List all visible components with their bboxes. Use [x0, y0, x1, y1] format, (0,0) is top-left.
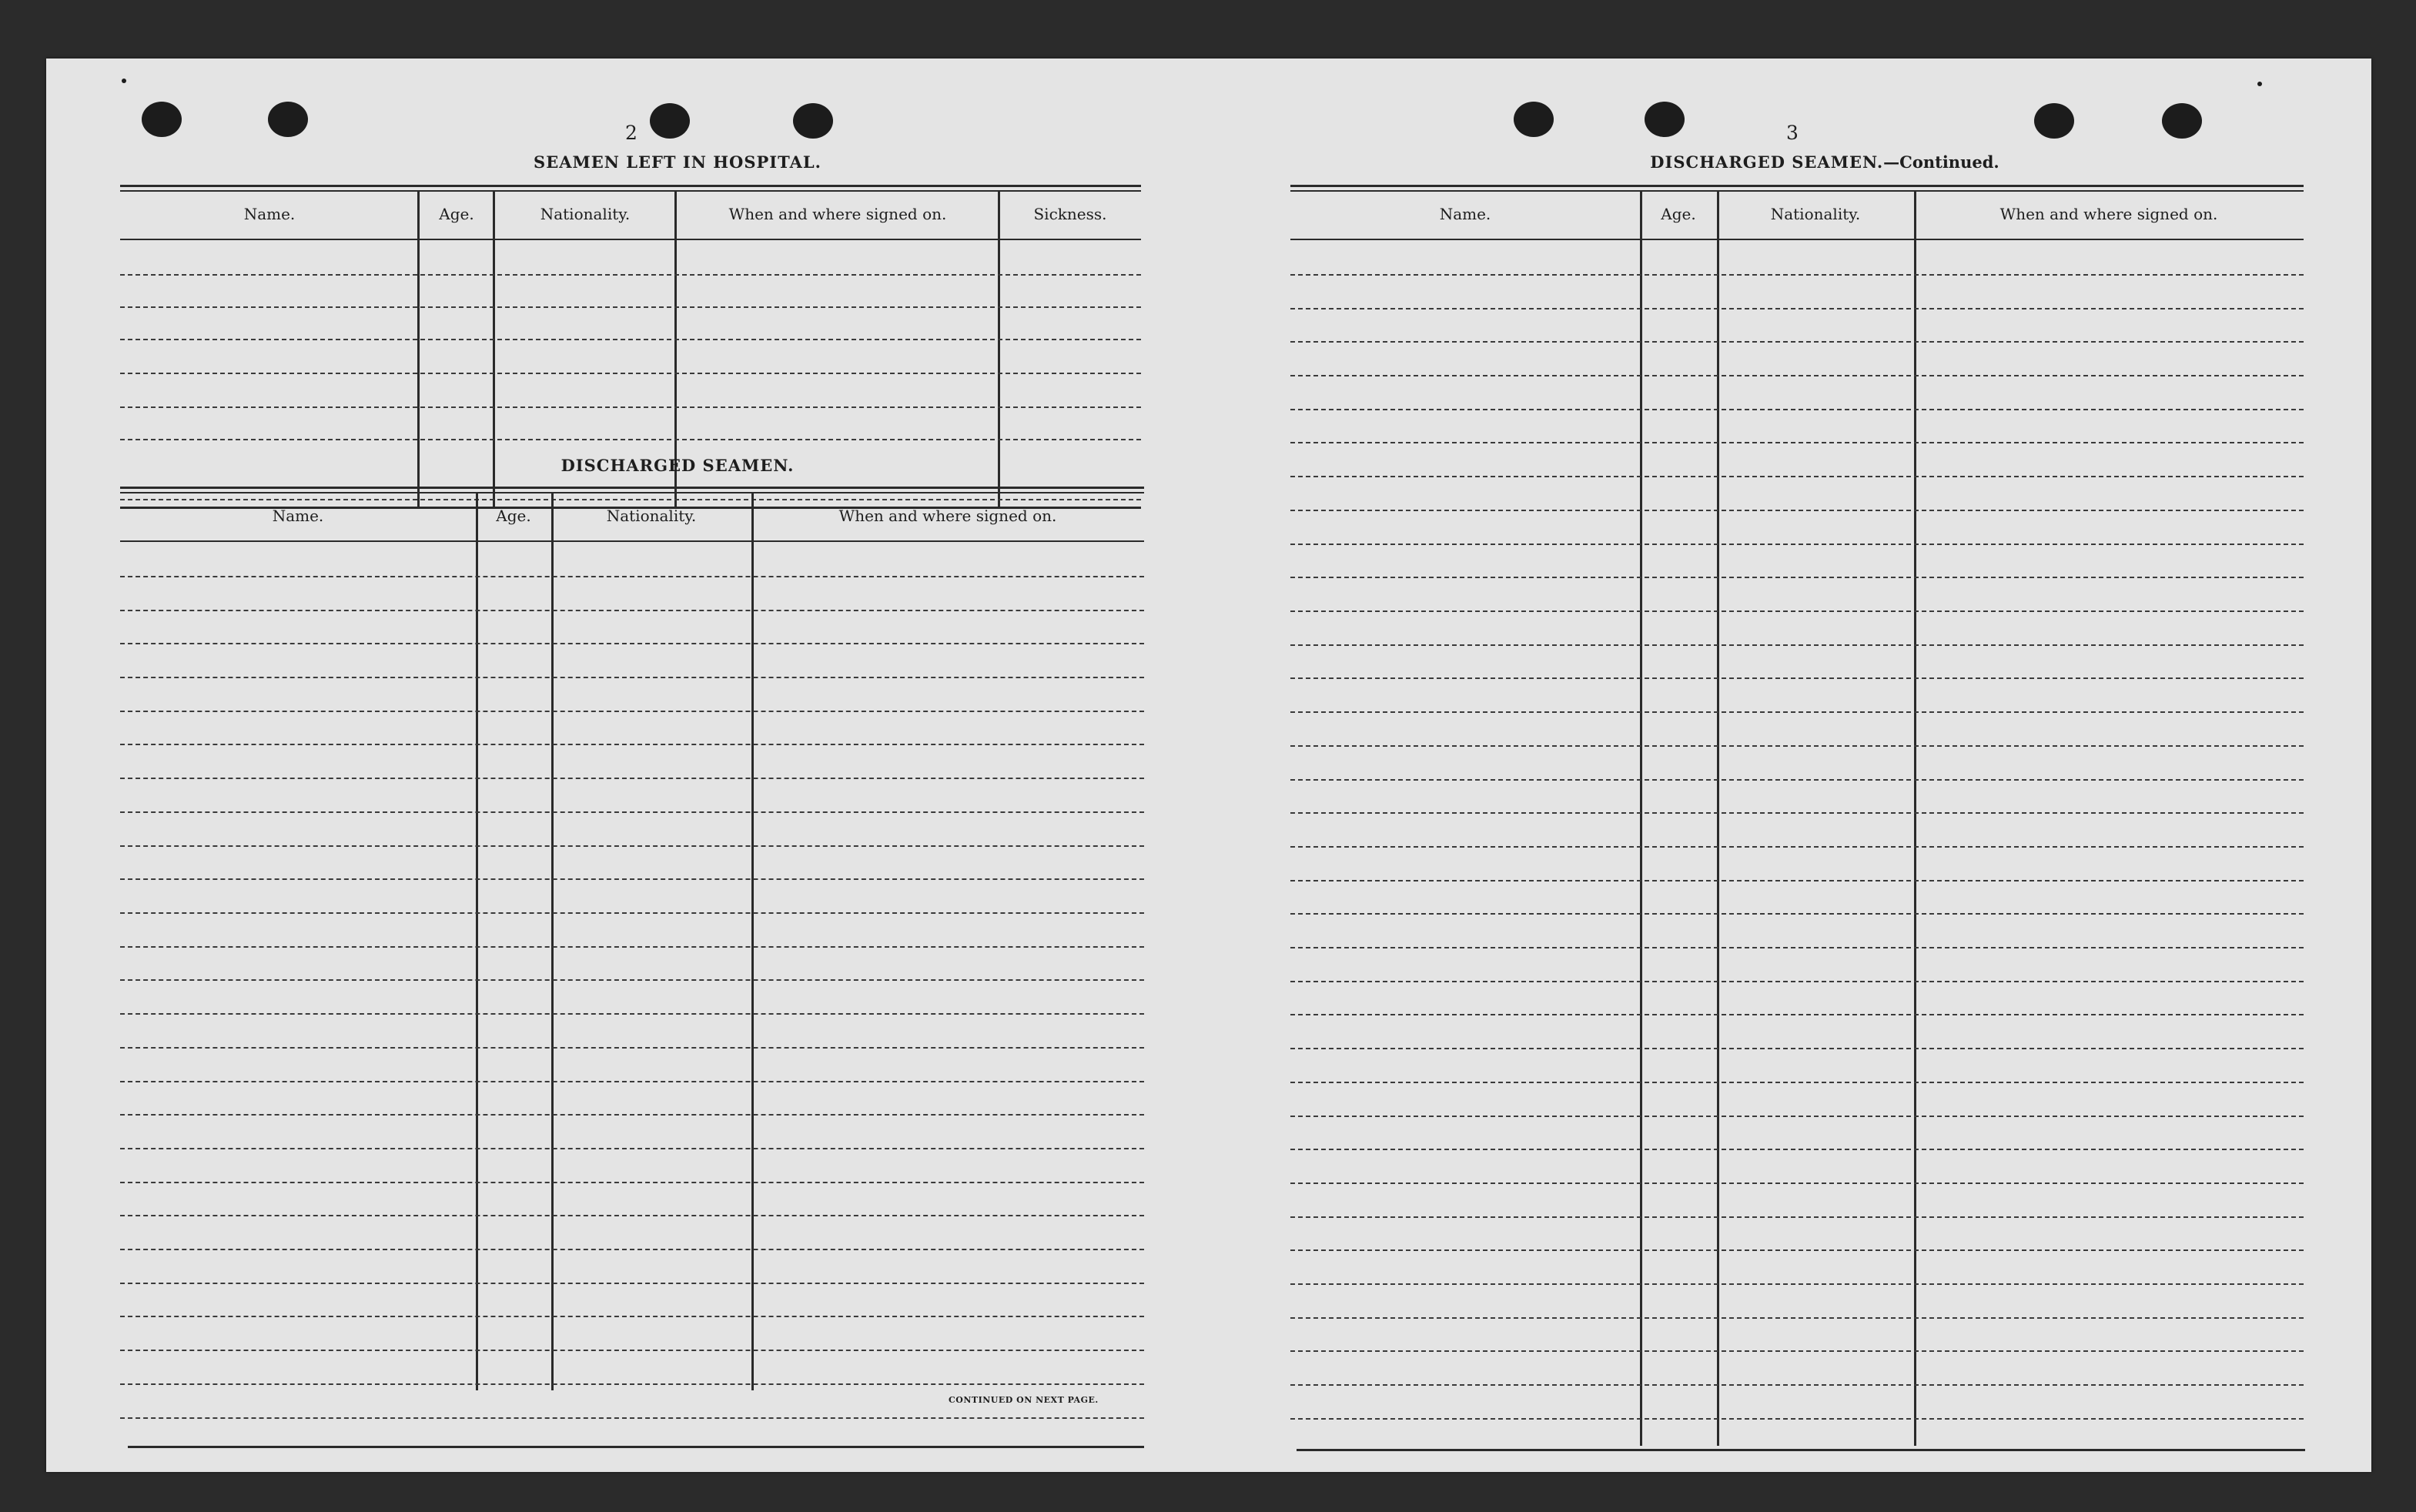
entry-line: [1290, 1082, 2304, 1083]
entry-line: [120, 274, 1141, 276]
column-divider: [476, 493, 478, 1390]
entry-line: [120, 339, 1141, 340]
col-header-nationality: Nationality.: [540, 205, 631, 223]
column-divider: [551, 493, 554, 1390]
entry-line: [1290, 880, 2304, 881]
binder-hole: [268, 102, 308, 137]
table-bottom-rule: [1297, 1449, 2305, 1451]
page-number-right: 3: [1786, 122, 1799, 144]
entry-line: [120, 373, 1141, 374]
entry-line: [120, 1081, 1144, 1082]
col-header-nationality: Nationality.: [1770, 205, 1861, 223]
entry-line: [120, 946, 1144, 948]
entry-line: [120, 1350, 1144, 1351]
col-header-age: Age.: [1661, 205, 1696, 223]
entry-line: [120, 1182, 1144, 1183]
entry-line: [120, 811, 1144, 813]
entry-line: [1290, 577, 2304, 578]
entry-line: [120, 1047, 1144, 1049]
entry-line: [120, 439, 1141, 440]
entry-line: [1290, 1384, 2304, 1386]
col-header-signed-on: When and where signed on.: [728, 205, 947, 223]
column-divider: [998, 191, 1000, 508]
entry-line: [120, 845, 1144, 847]
discharged-section-title: DISCHARGED SEAMEN.: [560, 456, 795, 475]
col-header-name: Name.: [243, 205, 296, 223]
entry-line: [120, 1249, 1144, 1250]
entry-line: [120, 778, 1144, 779]
col-header-name: Name.: [1439, 205, 1491, 223]
double-rule-top: [120, 487, 1144, 489]
right-title-suffix: —Continued.: [1883, 152, 1999, 172]
entry-line: [120, 1013, 1144, 1015]
col-header-name: Name.: [272, 507, 324, 525]
table-bottom-rule: [128, 1446, 1144, 1448]
entry-line: [120, 711, 1144, 712]
right-section-title: [1524, 152, 2125, 172]
binder-hole: [793, 103, 833, 139]
header-underline: [120, 540, 1144, 542]
column-divider: [417, 191, 420, 508]
entry-line: [1290, 409, 2304, 410]
entry-line: [1290, 476, 2304, 477]
entry-line: [1290, 1149, 2304, 1150]
entry-line: [1290, 812, 2304, 814]
entry-line: [1290, 544, 2304, 545]
entry-line: [120, 744, 1144, 745]
discharged-table-left: [120, 487, 1144, 1449]
entry-line: [1290, 745, 2304, 747]
page-number-left: 2: [625, 122, 637, 144]
entry-line: [1290, 846, 2304, 848]
col-header-signed-on: When and where signed on.: [1999, 205, 2218, 223]
entry-line: [1290, 375, 2304, 376]
speck: [2257, 82, 2262, 86]
binder-hole: [2034, 103, 2074, 139]
entry-line: [1290, 1350, 2304, 1352]
entry-line: [120, 1417, 1144, 1419]
col-header-sickness: Sickness.: [1033, 205, 1107, 223]
entry-line: [120, 979, 1144, 981]
entry-line: [120, 878, 1144, 880]
entry-line: [120, 406, 1141, 408]
column-divider: [751, 493, 754, 1390]
binder-hole: [142, 102, 182, 137]
entry-line: [1290, 274, 2304, 276]
entry-line: [1290, 1048, 2304, 1049]
col-header-signed-on: When and where signed on.: [838, 507, 1057, 525]
double-rule-top: [120, 185, 1141, 187]
entry-line: [120, 306, 1141, 308]
entry-line: [1290, 1116, 2304, 1117]
entry-line: [120, 912, 1144, 914]
column-divider: [1640, 191, 1642, 1446]
entry-line: [1290, 947, 2304, 948]
entry-line: [1290, 981, 2304, 982]
binder-hole: [2162, 103, 2202, 139]
entry-line: [1290, 1014, 2304, 1015]
entry-line: [120, 1316, 1144, 1317]
hospital-section-title: SEAMEN LEFT IN HOSPITAL.: [534, 152, 822, 172]
entry-line: [1290, 711, 2304, 713]
entry-line: [1290, 1183, 2304, 1184]
binder-hole: [1514, 102, 1554, 137]
entry-line: [120, 610, 1144, 611]
entry-line: [1290, 677, 2304, 679]
entry-line: [1290, 1249, 2304, 1251]
binder-hole: [1645, 102, 1685, 137]
entry-line: [1290, 779, 2304, 781]
continued-note: CONTINUED ON NEXT PAGE.: [949, 1395, 1099, 1405]
entry-line: [1290, 442, 2304, 443]
entry-line: [1290, 1418, 2304, 1420]
entry-line: [120, 1383, 1144, 1385]
column-divider: [1914, 191, 1916, 1446]
entry-line: [1290, 308, 2304, 309]
entry-line: [1290, 1317, 2304, 1319]
entry-line: [120, 1283, 1144, 1284]
entry-line: [1290, 510, 2304, 511]
header-underline: [120, 239, 1141, 240]
header-underline: [1290, 239, 2304, 240]
binder-hole: [650, 103, 690, 139]
col-header-nationality: Nationality.: [606, 507, 697, 525]
scanned-form-spread: [46, 59, 2371, 1472]
entry-line: [1290, 1216, 2304, 1218]
entry-line: [1290, 610, 2304, 612]
entry-line: [120, 576, 1144, 577]
entry-line: [1290, 644, 2304, 646]
double-rule-top: [1290, 185, 2304, 187]
entry-line: [120, 643, 1144, 644]
entry-line: [120, 1215, 1144, 1216]
entry-line: [1290, 913, 2304, 915]
entry-line: [1290, 341, 2304, 343]
column-divider: [1717, 191, 1719, 1446]
col-header-age: Age.: [496, 507, 531, 525]
col-header-age: Age.: [439, 205, 474, 223]
entry-line: [120, 1114, 1144, 1116]
right-title-main: DISCHARGED SEAMEN.: [1650, 152, 1884, 172]
entry-line: [1290, 1283, 2304, 1285]
entry-line: [120, 1148, 1144, 1149]
speck: [122, 79, 126, 83]
entry-line: [120, 677, 1144, 678]
discharged-table-right: [1290, 185, 2304, 1455]
